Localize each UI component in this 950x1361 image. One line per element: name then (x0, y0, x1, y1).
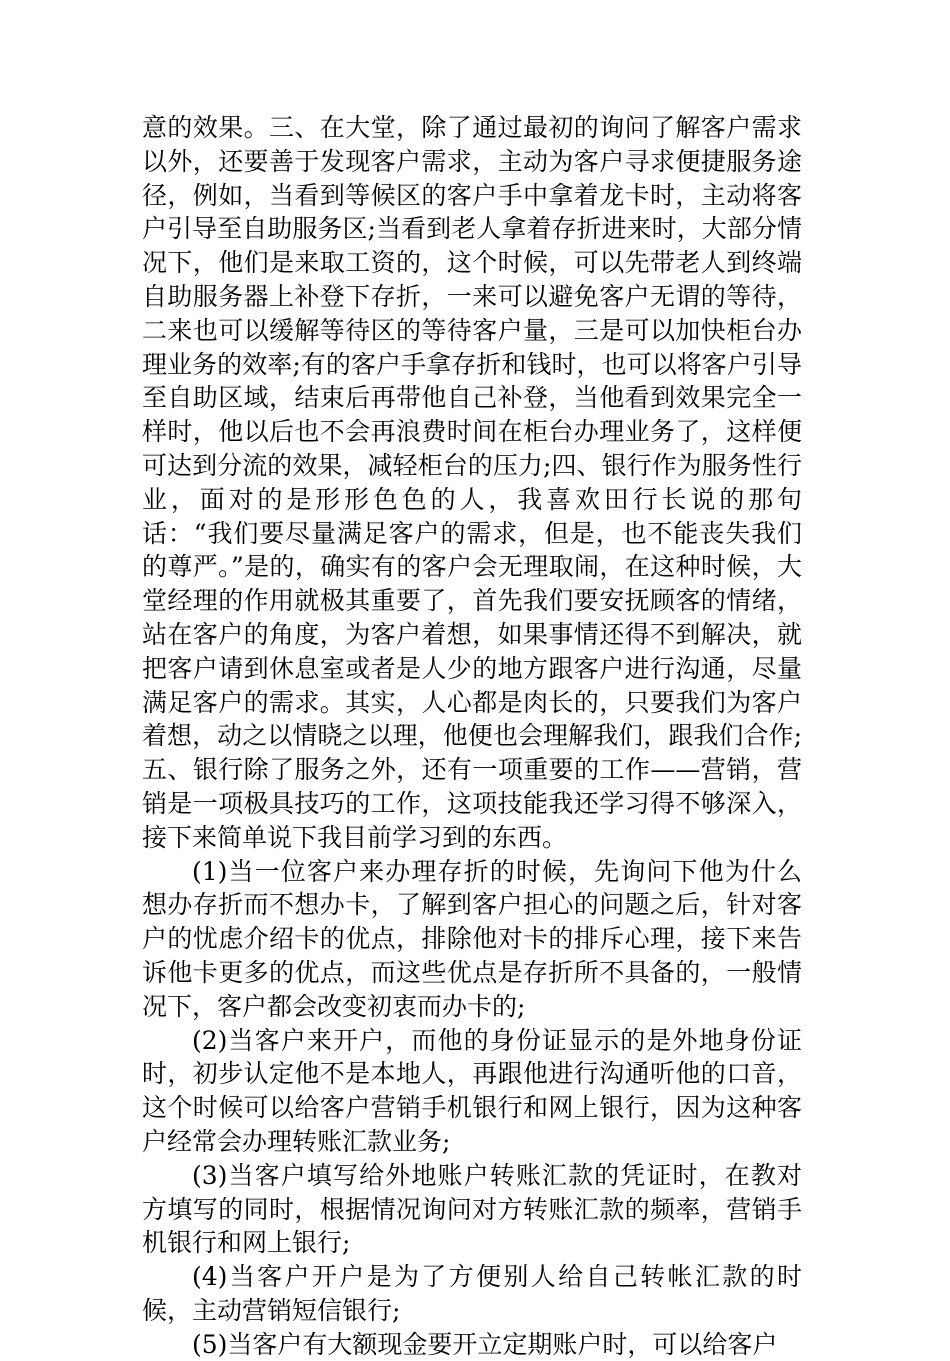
list-item-4: (4)当客户开户是为了方便别人给自己转帐汇款的时候，主动营销短信银行; (142, 1262, 802, 1325)
document-body (142, 111, 802, 1361)
list-item-3: (3)当客户填写给外地账户转账汇款的凭证时，在教对方填写的同时，根据情况询问对方转账汇款的频率，营销手机银行和网上银行; (142, 1160, 802, 1258)
paragraph-continuation: 意的效果。三、在大堂，除了通过最初的询问了解客户需求以外，还要善于发现客户需求，主动为客户寻求便捷服务途径，例如，当看到等候区的客户手中拿着龙卡时，主动将客户引导至自助服务区;当看到老人拿着存折进来时，大部分情况下，他们是来取工资的，这个时候，可以先带老人到终端自助服务器上补登下存折，一来可以避免客户无谓的等待，二来也可以缓解等待区的等待客户量，三是可以加快柜台办理业务的效率;有的客户手拿存折和钱时，也可以将客户引导至自助区域，结束后再带他自己补登，当他看到效果完全一样时，他以后也不会再浪费时间在柜台办理业务了，这样便可达到分流的效果，减轻柜台的压力;四、银行作为服务性行业，面对的是形形色色的人，我喜欢田行长说的那句话：“我们要尽量满足客户的需求，但是，也不能丧失我们的尊严。”是的，确实有的客户会无理取闹，在这种时候，大堂经理的作用就极其重要了，首先我们要安抚顾客的情绪，站在客户的角度，为客户着想，如果事情还得不到解决，就把客户请到休息室或者是人少的地方跟客户进行沟通，尽量满足客户的需求。其实，人心都是肉长的，只要我们为客户着想，动之以情晓之以理，他便也会理解我们，跟我们合作;五、银行除了服务之外，还有一项重要的工作——营销，营销是一项极具技巧的工作，这项技能我还学习得不够深入，接下来简单说下我目前学习到的东西。 (142, 113, 802, 852)
list-item-5: (5)当客户有大额现金要开立定期账户时，可以给客户 (192, 1329, 778, 1359)
list-item-1: (1)当一位客户来办理存折的时候，先询问下他为什么想办存折而不想办卡，了解到客户担心的问题之后，针对客户的忧虑介绍卡的优点，排除他对卡的排斥心理，接下来告诉他卡更多的优点，而这些优点是存折所不具备的，一般情况下，客户都会改变初衷而办卡的; (142, 856, 802, 1021)
list-item-2: (2)当客户来开户，而他的身份证显示的是外地身份证时，初步认定他不是本地人，再跟他进行沟通听他的口音，这个时候可以给客户营销手机银行和网上银行，因为这种客户经常会办理转账汇款业务; (142, 1025, 802, 1156)
